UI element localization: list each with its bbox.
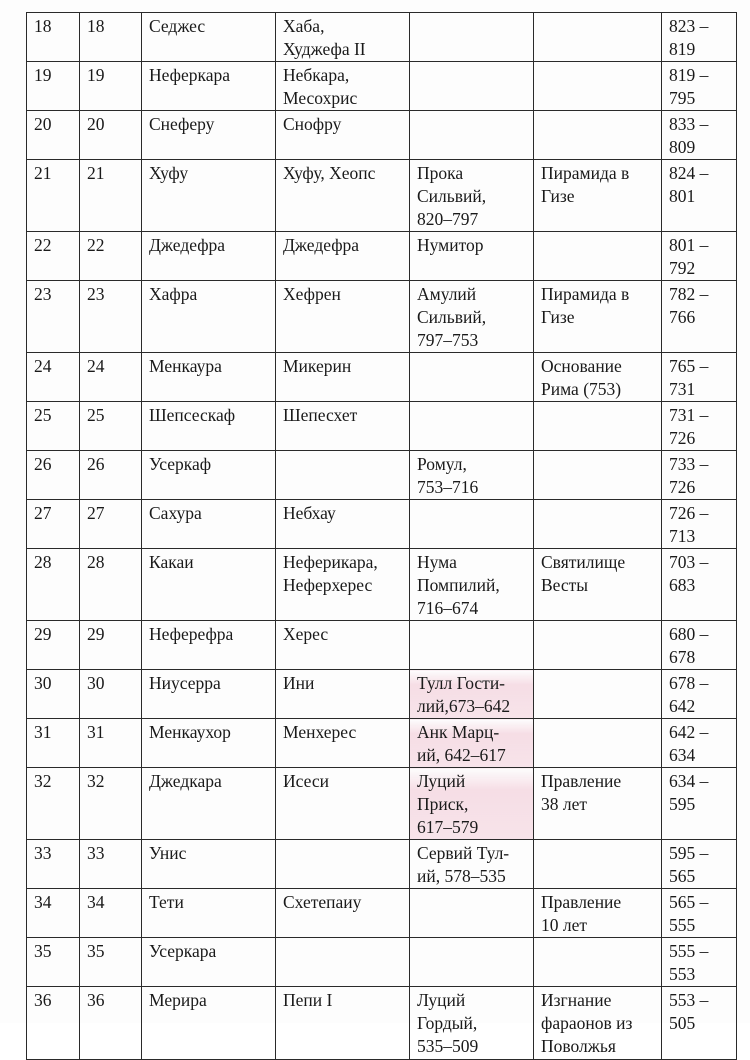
cell-pharaoh-name: Усеркара xyxy=(142,938,276,987)
cell-number: 31 xyxy=(27,719,80,768)
table-row xyxy=(27,670,737,719)
cell-greek-name: Исеси xyxy=(276,768,410,840)
cell-years: 553 – 505 xyxy=(662,987,737,1060)
cell-number: 23 xyxy=(27,281,80,353)
cell-dynasty-number: 24 xyxy=(80,353,142,402)
cell-number: 18 xyxy=(27,13,80,62)
cell-years: 565 – 555 xyxy=(662,889,737,938)
cell-pharaoh-name: Хафра xyxy=(142,281,276,353)
cell-roman-king: Амулий Сильвий, 797–753 xyxy=(410,281,534,353)
table-row xyxy=(27,353,737,402)
cell-pharaoh-name: Тети xyxy=(142,889,276,938)
cell-roman-king xyxy=(410,353,534,402)
table-row xyxy=(27,889,737,938)
cell-greek-name: Шепесхет xyxy=(276,402,410,451)
cell-years: 731 – 726 xyxy=(662,402,737,451)
cell-dynasty-number: 32 xyxy=(80,768,142,840)
cell-greek-name: Менхерес xyxy=(276,719,410,768)
cell-dynasty-number: 35 xyxy=(80,938,142,987)
table-row xyxy=(27,500,737,549)
cell-roman-king: Луций Приск, 617–579 xyxy=(410,768,534,840)
table-row xyxy=(27,987,737,1060)
cell-greek-name xyxy=(276,451,410,500)
cell-pharaoh-name: Шепсескаф xyxy=(142,402,276,451)
cell-years: 824 – 801 xyxy=(662,160,737,232)
cell-number: 21 xyxy=(27,160,80,232)
cell-roman-king xyxy=(410,500,534,549)
cell-dynasty-number: 28 xyxy=(80,549,142,621)
cell-roman-king: Луций Гордый, 535–509 xyxy=(410,987,534,1060)
cell-roman-king xyxy=(410,402,534,451)
cell-years: 678 – 642 xyxy=(662,670,737,719)
cell-number: 25 xyxy=(27,402,80,451)
cell-event: Правление 10 лет xyxy=(534,889,662,938)
cell-event xyxy=(534,500,662,549)
table-row xyxy=(27,549,737,621)
cell-event xyxy=(534,13,662,62)
cell-dynasty-number: 31 xyxy=(80,719,142,768)
cell-roman-king: Прока Сильвий, 820–797 xyxy=(410,160,534,232)
cell-greek-name: Небхау xyxy=(276,500,410,549)
cell-event xyxy=(534,111,662,160)
cell-pharaoh-name: Неферефра xyxy=(142,621,276,670)
cell-event xyxy=(534,402,662,451)
cell-pharaoh-name: Неферкара xyxy=(142,62,276,111)
cell-pharaoh-name: Менкаухор xyxy=(142,719,276,768)
cell-pharaoh-name: Джедкара xyxy=(142,768,276,840)
cell-dynasty-number: 34 xyxy=(80,889,142,938)
cell-event: Правление 38 лет xyxy=(534,768,662,840)
cell-roman-king: Нума Помпилий, 716–674 xyxy=(410,549,534,621)
cell-event xyxy=(534,719,662,768)
cell-number: 28 xyxy=(27,549,80,621)
cell-event: Основание Рима (753) xyxy=(534,353,662,402)
table-row xyxy=(27,768,737,840)
cell-years: 680 – 678 xyxy=(662,621,737,670)
cell-pharaoh-name: Ниусерра xyxy=(142,670,276,719)
cell-roman-king xyxy=(410,62,534,111)
cell-number: 33 xyxy=(27,840,80,889)
table-row xyxy=(27,281,737,353)
cell-years: 595 – 565 xyxy=(662,840,737,889)
cell-dynasty-number: 19 xyxy=(80,62,142,111)
table-row xyxy=(27,111,737,160)
cell-dynasty-number: 27 xyxy=(80,500,142,549)
cell-event xyxy=(534,232,662,281)
cell-number: 30 xyxy=(27,670,80,719)
cell-pharaoh-name: Усеркаф xyxy=(142,451,276,500)
table-row xyxy=(27,840,737,889)
cell-years: 833 – 809 xyxy=(662,111,737,160)
cell-event xyxy=(534,840,662,889)
cell-pharaoh-name: Какаи xyxy=(142,549,276,621)
cell-dynasty-number: 23 xyxy=(80,281,142,353)
cell-dynasty-number: 29 xyxy=(80,621,142,670)
cell-event xyxy=(534,62,662,111)
cell-greek-name xyxy=(276,840,410,889)
table-row xyxy=(27,13,737,62)
cell-roman-king xyxy=(410,938,534,987)
cell-greek-name xyxy=(276,938,410,987)
cell-greek-name: Схетепаиу xyxy=(276,889,410,938)
cell-number: 20 xyxy=(27,111,80,160)
cell-pharaoh-name: Джедефра xyxy=(142,232,276,281)
cell-dynasty-number: 21 xyxy=(80,160,142,232)
table-row xyxy=(27,719,737,768)
table-row xyxy=(27,621,737,670)
cell-years: 801 – 792 xyxy=(662,232,737,281)
cell-number: 34 xyxy=(27,889,80,938)
cell-greek-name: Ини xyxy=(276,670,410,719)
cell-dynasty-number: 26 xyxy=(80,451,142,500)
table-row xyxy=(27,451,737,500)
cell-event: Изгнание фараонов из Поволжья xyxy=(534,987,662,1060)
cell-roman-king xyxy=(410,889,534,938)
chronology-table xyxy=(26,12,737,1060)
cell-roman-king xyxy=(410,13,534,62)
cell-number: 32 xyxy=(27,768,80,840)
cell-greek-name: Херес xyxy=(276,621,410,670)
cell-roman-king: Нумитор xyxy=(410,232,534,281)
cell-greek-name: Пепи I xyxy=(276,987,410,1060)
cell-years: 642 – 634 xyxy=(662,719,737,768)
cell-greek-name: Небкара, Месохрис xyxy=(276,62,410,111)
cell-dynasty-number: 22 xyxy=(80,232,142,281)
cell-greek-name: Хаба, Худжефа II xyxy=(276,13,410,62)
cell-pharaoh-name: Хуфу xyxy=(142,160,276,232)
cell-event xyxy=(534,670,662,719)
cell-years: 765 – 731 xyxy=(662,353,737,402)
cell-event: Пирамида в Гизе xyxy=(534,160,662,232)
cell-greek-name: Джедефра xyxy=(276,232,410,281)
cell-number: 22 xyxy=(27,232,80,281)
cell-roman-king: Анк Марц- ий, 642–617 xyxy=(410,719,534,768)
cell-greek-name: Неферикара, Неферхерес xyxy=(276,549,410,621)
cell-dynasty-number: 36 xyxy=(80,987,142,1060)
cell-dynasty-number: 25 xyxy=(80,402,142,451)
cell-years: 726 – 713 xyxy=(662,500,737,549)
cell-pharaoh-name: Седжес xyxy=(142,13,276,62)
cell-roman-king xyxy=(410,111,534,160)
table-row xyxy=(27,232,737,281)
cell-roman-king xyxy=(410,621,534,670)
cell-event xyxy=(534,938,662,987)
cell-greek-name: Хуфу, Хеопс xyxy=(276,160,410,232)
cell-roman-king: Тулл Гости- лий,673–642 xyxy=(410,670,534,719)
cell-years: 634 – 595 xyxy=(662,768,737,840)
cell-number: 24 xyxy=(27,353,80,402)
cell-pharaoh-name: Сахура xyxy=(142,500,276,549)
cell-years: 703 – 683 xyxy=(662,549,737,621)
cell-dynasty-number: 20 xyxy=(80,111,142,160)
cell-number: 36 xyxy=(27,987,80,1060)
cell-number: 27 xyxy=(27,500,80,549)
cell-dynasty-number: 33 xyxy=(80,840,142,889)
cell-greek-name: Хефрен xyxy=(276,281,410,353)
cell-pharaoh-name: Снеферу xyxy=(142,111,276,160)
cell-event xyxy=(534,451,662,500)
cell-years: 819 – 795 xyxy=(662,62,737,111)
cell-pharaoh-name: Унис xyxy=(142,840,276,889)
table-row xyxy=(27,62,737,111)
table-row xyxy=(27,160,737,232)
cell-dynasty-number: 18 xyxy=(80,13,142,62)
cell-greek-name: Микерин xyxy=(276,353,410,402)
cell-years: 733 – 726 xyxy=(662,451,737,500)
cell-roman-king: Ромул, 753–716 xyxy=(410,451,534,500)
cell-event xyxy=(534,621,662,670)
cell-roman-king: Сервий Тул- ий, 578–535 xyxy=(410,840,534,889)
cell-number: 19 xyxy=(27,62,80,111)
cell-pharaoh-name: Мерира xyxy=(142,987,276,1060)
cell-years: 555 – 553 xyxy=(662,938,737,987)
cell-years: 782 – 766 xyxy=(662,281,737,353)
cell-dynasty-number: 30 xyxy=(80,670,142,719)
cell-number: 35 xyxy=(27,938,80,987)
cell-event: Святилище Весты xyxy=(534,549,662,621)
cell-pharaoh-name: Менкаура xyxy=(142,353,276,402)
table-row xyxy=(27,938,737,987)
cell-greek-name: Снофру xyxy=(276,111,410,160)
cell-number: 29 xyxy=(27,621,80,670)
cell-years: 823 – 819 xyxy=(662,13,737,62)
cell-event: Пирамида в Гизе xyxy=(534,281,662,353)
table-row xyxy=(27,402,737,451)
cell-number: 26 xyxy=(27,451,80,500)
table-body xyxy=(27,13,737,1060)
